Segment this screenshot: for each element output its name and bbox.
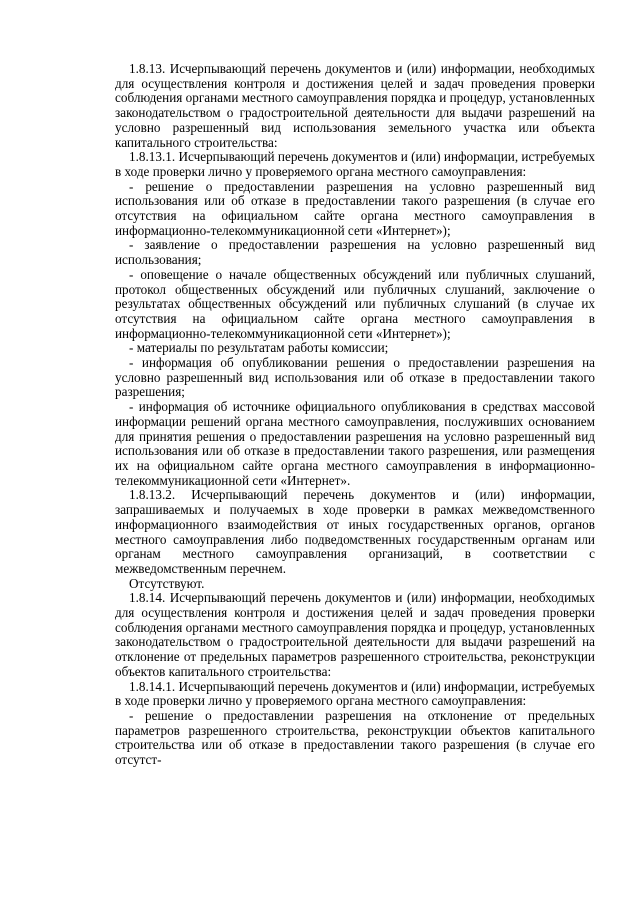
list-item-publication-info: - информация об опубликовании решения о предоставлении разрешения на условно разрешенный вид использования или об отказе в предоставлении такого разрешения; bbox=[115, 355, 595, 400]
list-item-publication-source: - информация об источнике официального опубликования в средствах массовой информации решений органа местного самоуправления, послуживших основанием для принятия решения о предоставлении разрешения на условно разрешенный вид использования или об отказе в предоставлении такого разрешения, или размещения их на официальном сайте органа местного самоуправления в информационно-телекоммуникационной сети «Интернет». bbox=[115, 399, 595, 488]
list-item-permit-application: - заявление о предоставлении разрешения на условно разрешенный вид использования; bbox=[115, 237, 595, 268]
paragraph-1-8-14-1: 1.8.14.1. Исчерпывающий перечень документов и (или) информации, истребуемых в ходе проверки лично у проверяемого органа местного самоуправления: bbox=[115, 678, 595, 709]
paragraph-1-8-13-2: 1.8.13.2. Исчерпывающий перечень документов и (или) информации, запрашиваемых и получаемых в ходе проверки в рамках межведомственного информационного взаимодействия от иных государственных органов, органов местного самоуправления либо подведомственных государственным органам или органам местного самоуправления организаций, в соответствии с межведомственным перечнем. bbox=[115, 487, 595, 576]
list-item-deviation-decision: - решение о предоставлении разрешения на отклонение от предельных параметров разрешенного строительства, реконструкции объектов капитального строительства или об отказе в предоставлении такого разрешения (в случае его отсутст- bbox=[115, 707, 595, 768]
list-item-permit-decision: - решение о предоставлении разрешения на условно разрешенный вид использования или об отказе в предоставлении такого разрешения (в случае его отсутствия на официальном сайте органа местного самоуправления в информационно-телекоммуникационной сети «Интернет»); bbox=[115, 178, 595, 238]
paragraph-1-8-13-1: 1.8.13.1. Исчерпывающий перечень документов и (или) информации, истребуемых в ходе проверки лично у проверяемого органа местного самоуправления: bbox=[115, 149, 595, 179]
list-item-commission-materials: - материалы по результатам работы комиссии; bbox=[129, 340, 389, 356]
absent-note: Отсутствуют. bbox=[129, 575, 205, 591]
paragraph-1-8-13: 1.8.13. Исчерпывающий перечень документов и (или) информации, необходимых для осуществления контроля и достижения целей и задач проведения проверки соблюдения органами местного самоуправления порядка и процедур, установленных законодательством о градостроительной деятельности для выдачи разрешений на условно разрешенный вид использования земельного участка или объекта капитального строительства: bbox=[115, 61, 595, 150]
document-page bbox=[115, 62, 595, 768]
paragraph-1-8-14: 1.8.14. Исчерпывающий перечень документов и (или) информации, необходимых для осуществления контроля и достижения целей и задач проведения проверки соблюдения органами местного самоуправления порядка и процедур, установленных законодательством о градостроительной деятельности для выдачи разрешений на отклонение от предельных параметров разрешенного строительства, реконструкции объектов капитального строительства: bbox=[115, 590, 595, 679]
list-item-public-hearings: - оповещение о начале общественных обсуждений или публичных слушаний, протокол общественных обсуждений или публичных слушаний, заключение о результатах общественных обсуждений или публичных слушаний (в случае их отсутствия на официальном сайте органа местного самоуправления в информационно-телекоммуникационной сети «Интернет»); bbox=[115, 266, 595, 341]
